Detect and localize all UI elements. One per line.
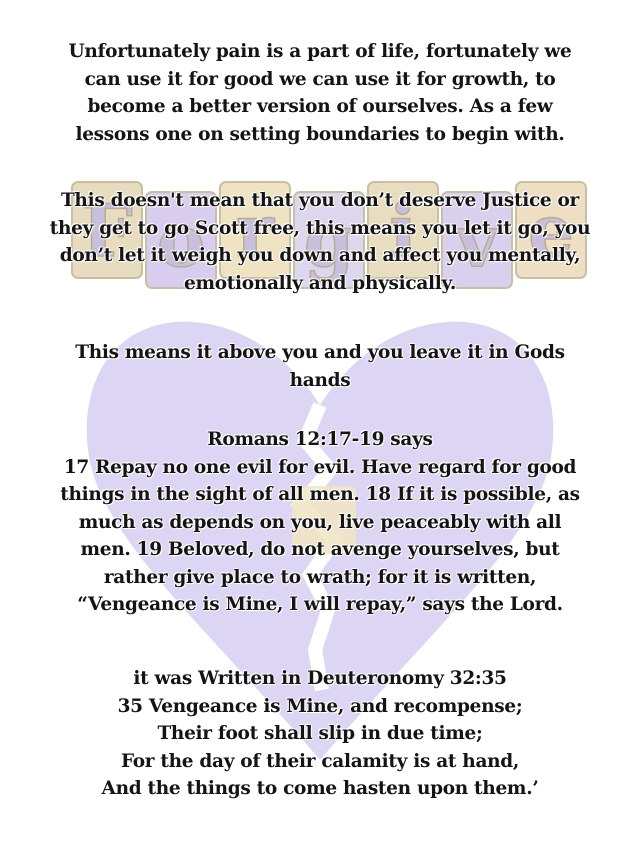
text-line: “Vengeance is Mine, I will repay,” says the Lord.: [77, 594, 563, 615]
text-line: can use it for good we can use it for growth, to: [84, 68, 556, 90]
text-line: lessons one on setting boundaries to begin with.: [75, 123, 565, 145]
text-line: don’t let it weigh you down and affect you mentally,: [59, 245, 581, 266]
text-line: Romans 12:17-19 says: [207, 429, 433, 450]
text-line: Unfortunately pain is a part of life, fortunately we: [68, 41, 572, 62]
letter-glyph: r: [236, 188, 274, 273]
text-line: 17 Repay no one evil for evil. Have regard for good: [63, 456, 577, 478]
letter-glyph: v: [456, 198, 498, 283]
letter-glyph: i: [389, 188, 417, 273]
paragraph-intro: [30, 38, 610, 148]
text-line: 35 Vengeance is Mine, and recompense;: [117, 695, 523, 717]
text-line: This doesn't mean that you don’t deserve Justice or: [60, 190, 580, 211]
letter-glyph: F: [81, 188, 133, 273]
letter-glyph: o: [156, 198, 206, 283]
text-line: they get to go Scott free, this means you let it go, you: [49, 217, 591, 239]
text-line: This means it above you and you leave it in Gods: [75, 342, 565, 363]
paragraph-gods-hands: [30, 339, 610, 394]
paragraph-romans: [30, 426, 610, 619]
letter-glyph: e: [528, 188, 574, 273]
text-line: things in the sight of all men. 18 If it is possible, as: [60, 484, 580, 505]
text-line: much as depends on you, live peaceably with all: [78, 511, 562, 533]
text-line: Their foot shall slip in due time;: [157, 723, 483, 744]
paragraph-justice: [30, 187, 610, 297]
text-line: And the things to come hasten upon them.’: [101, 778, 539, 799]
text-line: emotionally and physically.: [184, 272, 456, 294]
text-line: hands: [289, 369, 351, 391]
text-line: it was Written in Deuteronomy 32:35: [133, 668, 507, 689]
text-line: men. 19 Beloved, do not avenge yourselves, but: [80, 539, 560, 560]
paragraph-deuteronomy: [30, 665, 610, 803]
letter-glyph: g: [303, 198, 355, 283]
text-line: rather give place to wrath; for it is written,: [103, 566, 537, 588]
text-line: For the day of their calamity is at hand,: [120, 750, 520, 772]
text-line: become a better version of ourselves. As a few: [87, 96, 553, 117]
